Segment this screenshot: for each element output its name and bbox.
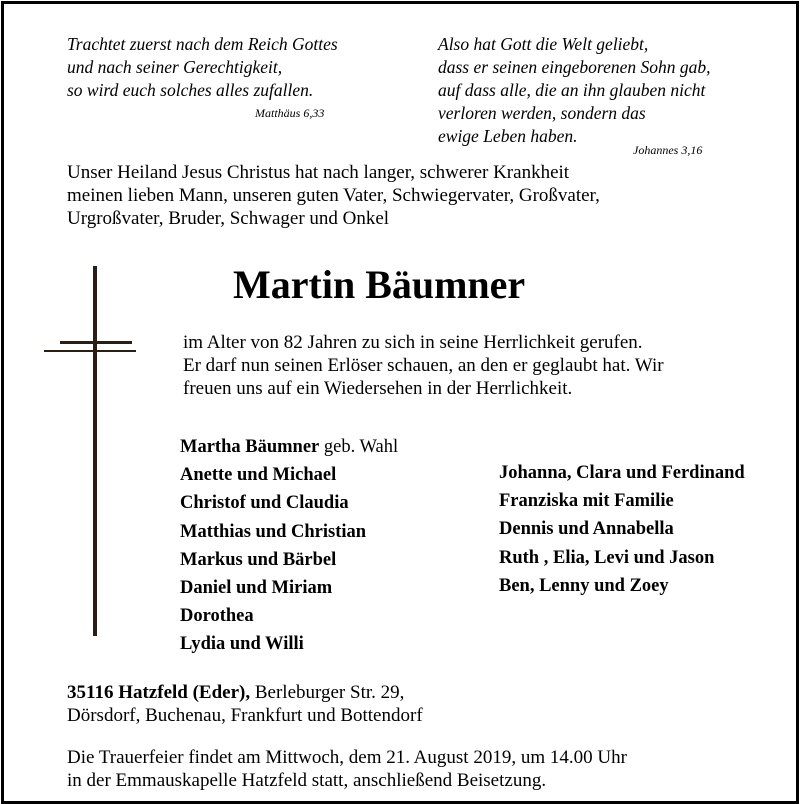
verse-right-reference: Johannes 3,16 bbox=[633, 143, 703, 157]
verse-left-reference: Matthäus 6,33 bbox=[255, 106, 325, 120]
intro-text bbox=[67, 161, 600, 230]
family-member: Lydia und Willi bbox=[180, 634, 304, 655]
address-line bbox=[67, 681, 423, 704]
verse-right-line: verloren werden, sondern das bbox=[438, 103, 646, 123]
address-block bbox=[67, 681, 423, 727]
family-member: Ruth , Elia, Levi und Jason bbox=[499, 547, 715, 568]
deceased-name: Martin Bäumner bbox=[233, 262, 526, 307]
cross-icon bbox=[93, 266, 97, 636]
funeral-line: Die Trauerfeier findet am Mittwoch, dem 21. August 2019, um 14.00 Uhr bbox=[67, 747, 627, 768]
verse-right-line: ewige Leben haben. bbox=[438, 126, 578, 146]
verse-right-line: Also hat Gott die Welt geliebt, bbox=[438, 34, 649, 54]
funeral-info bbox=[67, 746, 627, 792]
family-member: Markus und Bärbel bbox=[180, 549, 337, 570]
message-line: freuen uns auf ein Wiedersehen in der Herrlichkeit. bbox=[183, 378, 573, 399]
family-member: Dennis und Annabella bbox=[499, 519, 674, 540]
funeral-line: in der Emmauskapelle Hatzfeld statt, anschließend Beisetzung. bbox=[67, 770, 547, 791]
family-member: Daniel und Miriam bbox=[180, 578, 333, 599]
family-list-right bbox=[499, 459, 745, 600]
verse-left bbox=[67, 33, 338, 102]
family-member: Johanna, Clara und Ferdinand bbox=[499, 463, 745, 483]
cross-bar-icon bbox=[60, 341, 132, 344]
intro-line: Unser Heiland Jesus Christus hat nach langer, schwerer Krankheit bbox=[67, 162, 570, 183]
verse-right bbox=[438, 33, 711, 148]
address-city: 35116 Hatzfeld (Eder), bbox=[67, 682, 251, 703]
verse-left-line: Trachtet zuerst nach dem Reich Gottes bbox=[67, 34, 338, 54]
message-line: Er darf nun seinen Erlöser schauen, an den er geglaubt hat. Wir bbox=[183, 355, 664, 376]
family-member: Ben, Lenny und Zoey bbox=[499, 575, 669, 596]
family-list-left bbox=[180, 433, 398, 659]
address-street: Berleburger Str. 29, bbox=[250, 682, 405, 703]
verse-right-line: auf dass alle, die an ihn glauben nicht bbox=[438, 80, 706, 100]
address-places: Dörsdorf, Buchenau, Frankfurt und Bottendorf bbox=[67, 705, 423, 726]
cross-bar-icon bbox=[44, 350, 136, 352]
verse-right-line: dass er seinen eingeborenen Sohn gab, bbox=[438, 57, 711, 77]
verse-left-line: so wird euch solches alles zufallen. bbox=[67, 80, 314, 100]
family-member: Matthias und Christian bbox=[180, 521, 367, 542]
intro-line: meinen lieben Mann, unseren guten Vater, Schwiegervater, Großvater, bbox=[67, 185, 600, 206]
family-member: Anette und Michael bbox=[180, 465, 337, 486]
family-member: Christof und Claudia bbox=[180, 493, 349, 514]
verse-left-line: und nach seiner Gerechtigkeit, bbox=[67, 57, 283, 77]
widow-name: Martha Bäumner bbox=[180, 437, 320, 457]
intro-line: Urgroßvater, Bruder, Schwager und Onkel bbox=[67, 208, 390, 229]
message-text bbox=[183, 331, 664, 400]
message-line: im Alter von 82 Jahren zu sich in seine Herrlichkeit gerufen. bbox=[183, 332, 643, 353]
family-member: Franziska mit Familie bbox=[499, 491, 674, 512]
family-widow bbox=[180, 433, 398, 461]
widow-maiden-name: geb. Wahl bbox=[319, 437, 399, 457]
family-member: Dorothea bbox=[180, 606, 254, 627]
